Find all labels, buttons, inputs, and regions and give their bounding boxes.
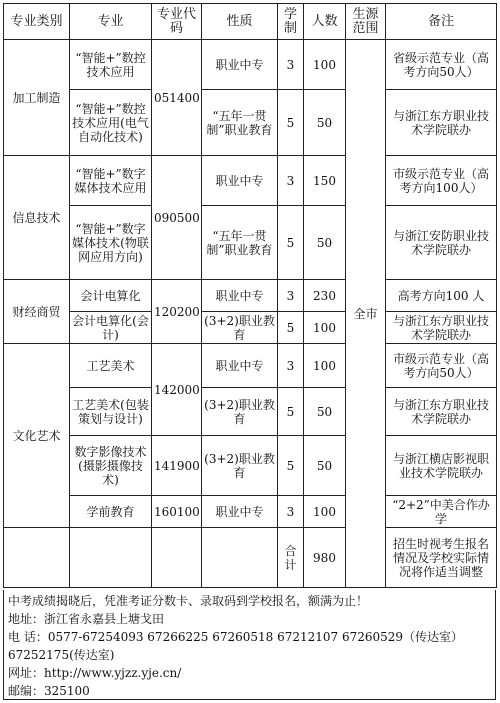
contact-footer	[3, 590, 496, 700]
code-cell: 090500	[152, 156, 202, 280]
years-cell: 5	[278, 388, 304, 436]
notes-cell: 与浙江东方职业技术学院联办	[386, 388, 497, 436]
code-cell: 051400	[152, 40, 202, 156]
code-cell: 141900	[152, 436, 202, 496]
header-source: 生源范围	[346, 4, 386, 40]
years-cell: 5	[278, 90, 304, 156]
empty-cell	[202, 528, 278, 588]
nature-cell: (3+2)职业教育	[202, 388, 278, 436]
nature-cell: 职业中专	[202, 344, 278, 388]
notes-cell: 与浙江东方职业技术学院联办	[386, 312, 497, 344]
notes-cell: 高考方向100 人	[386, 280, 497, 312]
major-cell: 会计电算化	[70, 280, 152, 312]
header-notes: 备注	[386, 4, 497, 40]
header-years: 学制	[278, 4, 304, 40]
years-cell: 3	[278, 344, 304, 388]
header-nature: 性质	[202, 4, 278, 40]
table-row	[4, 40, 497, 90]
empty-cell	[152, 528, 202, 588]
address-text: 地址：浙江省永嘉县上塘戈田	[8, 612, 165, 626]
table-row	[4, 280, 497, 312]
years-cell: 3	[278, 496, 304, 528]
header-code: 专业代码	[152, 4, 202, 40]
header-major: 专业	[70, 4, 152, 40]
count-cell: 100	[304, 40, 346, 90]
major-cell: “智能+”数字媒体技术(物联网应用方向)	[70, 206, 152, 280]
table-row	[4, 90, 497, 156]
nature-cell: 职业中专	[202, 40, 278, 90]
nature-cell: “五年一贯制”职业教育	[202, 206, 278, 280]
code-cell: 160100	[152, 496, 202, 528]
category-cell: 文化艺术	[4, 344, 70, 528]
years-cell: 3	[278, 156, 304, 206]
nature-cell: 职业中专	[202, 156, 278, 206]
total-count: 980	[304, 528, 346, 588]
major-cell: “智能+”数控技术应用(电气自动化技术)	[70, 90, 152, 156]
total-row	[4, 528, 497, 588]
phone-text: 电 话：0577-67254093 67266225 67260518 67212107 67260529（传达室）67252175(传达室)	[8, 630, 464, 662]
count-cell: 150	[304, 156, 346, 206]
years-cell: 5	[278, 206, 304, 280]
nature-cell: (3+2)职业教育	[202, 312, 278, 344]
registration-notice: 中考成绩揭晓后，凭准考证分数卡、录取码到学校报名，额满为止！	[8, 594, 369, 608]
major-cell: 工艺美术	[70, 344, 152, 388]
major-cell: 会计电算化(会计)	[70, 312, 152, 344]
category-cell: 加工制造	[4, 40, 70, 156]
count-cell: 100	[304, 312, 346, 344]
major-cell: “智能+”数控技术应用	[70, 40, 152, 90]
notes-cell: “2+2”中美合作办学	[386, 496, 497, 528]
count-cell: 100	[304, 496, 346, 528]
website-link[interactable]: 网址：http://www.yjzz.yje.cn/	[8, 666, 182, 680]
empty-cell	[70, 528, 152, 588]
notes-cell: 与浙江东方职业技术学院联办	[386, 90, 497, 156]
postcode-text: 邮编：325100	[8, 684, 90, 698]
category-cell: 财经商贸	[4, 280, 70, 344]
nature-cell: (3+2)职业教育	[202, 436, 278, 496]
count-cell: 50	[304, 90, 346, 156]
total-label: 合计	[278, 528, 304, 588]
count-cell: 50	[304, 436, 346, 496]
table-row	[4, 496, 497, 528]
notes-cell: 与浙江安防职业技术学院联办	[386, 206, 497, 280]
years-cell: 5	[278, 312, 304, 344]
table-row	[4, 156, 497, 206]
count-cell: 100	[304, 344, 346, 388]
header-row	[4, 4, 497, 40]
major-cell: 工艺美术(包装策划与设计)	[70, 388, 152, 436]
notes-cell: 省级示范专业（高考方向50人）	[386, 40, 497, 90]
years-cell: 3	[278, 40, 304, 90]
notes-cell: 与浙江横店影视职业技术学院联办	[386, 436, 497, 496]
table-row	[4, 312, 497, 344]
code-cell: 142000	[152, 344, 202, 436]
major-cell: “智能+”数字媒体技术应用	[70, 156, 152, 206]
years-cell: 5	[278, 436, 304, 496]
major-cell: 数字影像技术(摄影摄像技术)	[70, 436, 152, 496]
notes-cell: 市级示范专业（高考方向50人）	[386, 344, 497, 388]
header-category: 专业类别	[4, 4, 70, 40]
table-row	[4, 206, 497, 280]
table-row	[4, 388, 497, 436]
source-range-cell: 全市	[346, 40, 386, 588]
major-cell: 学前教育	[70, 496, 152, 528]
table-row	[4, 344, 497, 388]
total-notes: 招生时视考生报名情况及学校实际情况将作适当调整	[386, 528, 497, 588]
count-cell: 50	[304, 206, 346, 280]
enrollment-table	[3, 3, 497, 588]
category-cell: 信息技术	[4, 156, 70, 280]
nature-cell: 职业中专	[202, 280, 278, 312]
nature-cell: 职业中专	[202, 496, 278, 528]
table-row	[4, 436, 497, 496]
code-cell: 120200	[152, 280, 202, 344]
count-cell: 230	[304, 280, 346, 312]
empty-cell	[4, 528, 70, 588]
nature-cell: “五年一贯制”职业教育	[202, 90, 278, 156]
years-cell: 3	[278, 280, 304, 312]
count-cell: 50	[304, 388, 346, 436]
header-count: 人数	[304, 4, 346, 40]
notes-cell: 市级示范专业（高考方向100人）	[386, 156, 497, 206]
